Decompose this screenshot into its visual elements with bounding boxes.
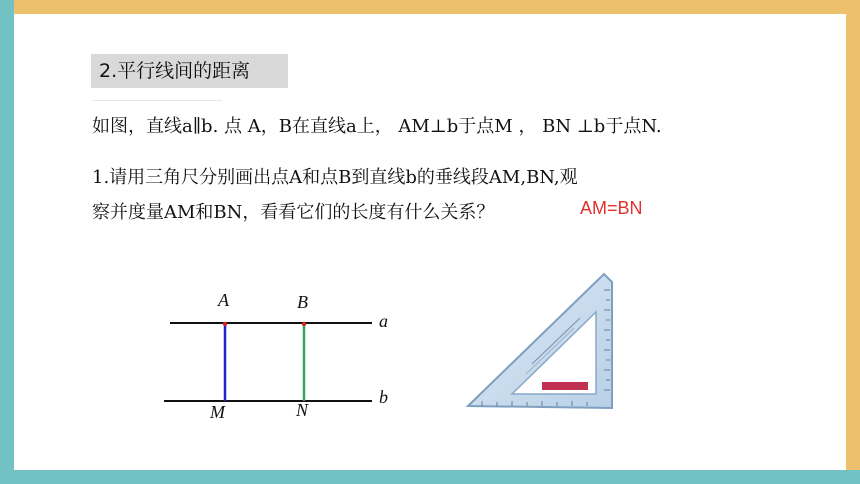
point-a-dot [223, 322, 227, 326]
frame-bottom-border [0, 470, 860, 484]
frame-left-border [0, 0, 14, 484]
problem-statement: 如图，直线a∥b. 点 A，B在直线a上， AM⊥b于点M ， BN ⊥b于点N. [92, 116, 662, 137]
frame-top-border [0, 0, 860, 14]
label-m-point: M [210, 402, 225, 422]
label-n-point: N [296, 400, 309, 420]
point-b-dot [302, 322, 306, 326]
answer-text: AM=BN [580, 198, 643, 218]
label-a-point: A [218, 290, 229, 310]
label-line-b: b [379, 387, 388, 407]
set-square-ruler-icon [462, 270, 622, 412]
label-line-a: a [379, 311, 388, 331]
title-divider [92, 100, 222, 101]
question-line-1: 1.请用三角尺分别画出点A和点B到直线b的垂线段AM,BN,观 [92, 167, 578, 188]
parallel-lines-diagram [160, 280, 420, 430]
frame-right-border [846, 0, 860, 484]
section-title: 2.平行线间的距离 [91, 54, 288, 88]
question-line-2: 察并度量AM和BN，看看它们的长度有什么关系？ [92, 202, 495, 223]
label-b-point: B [297, 292, 308, 312]
